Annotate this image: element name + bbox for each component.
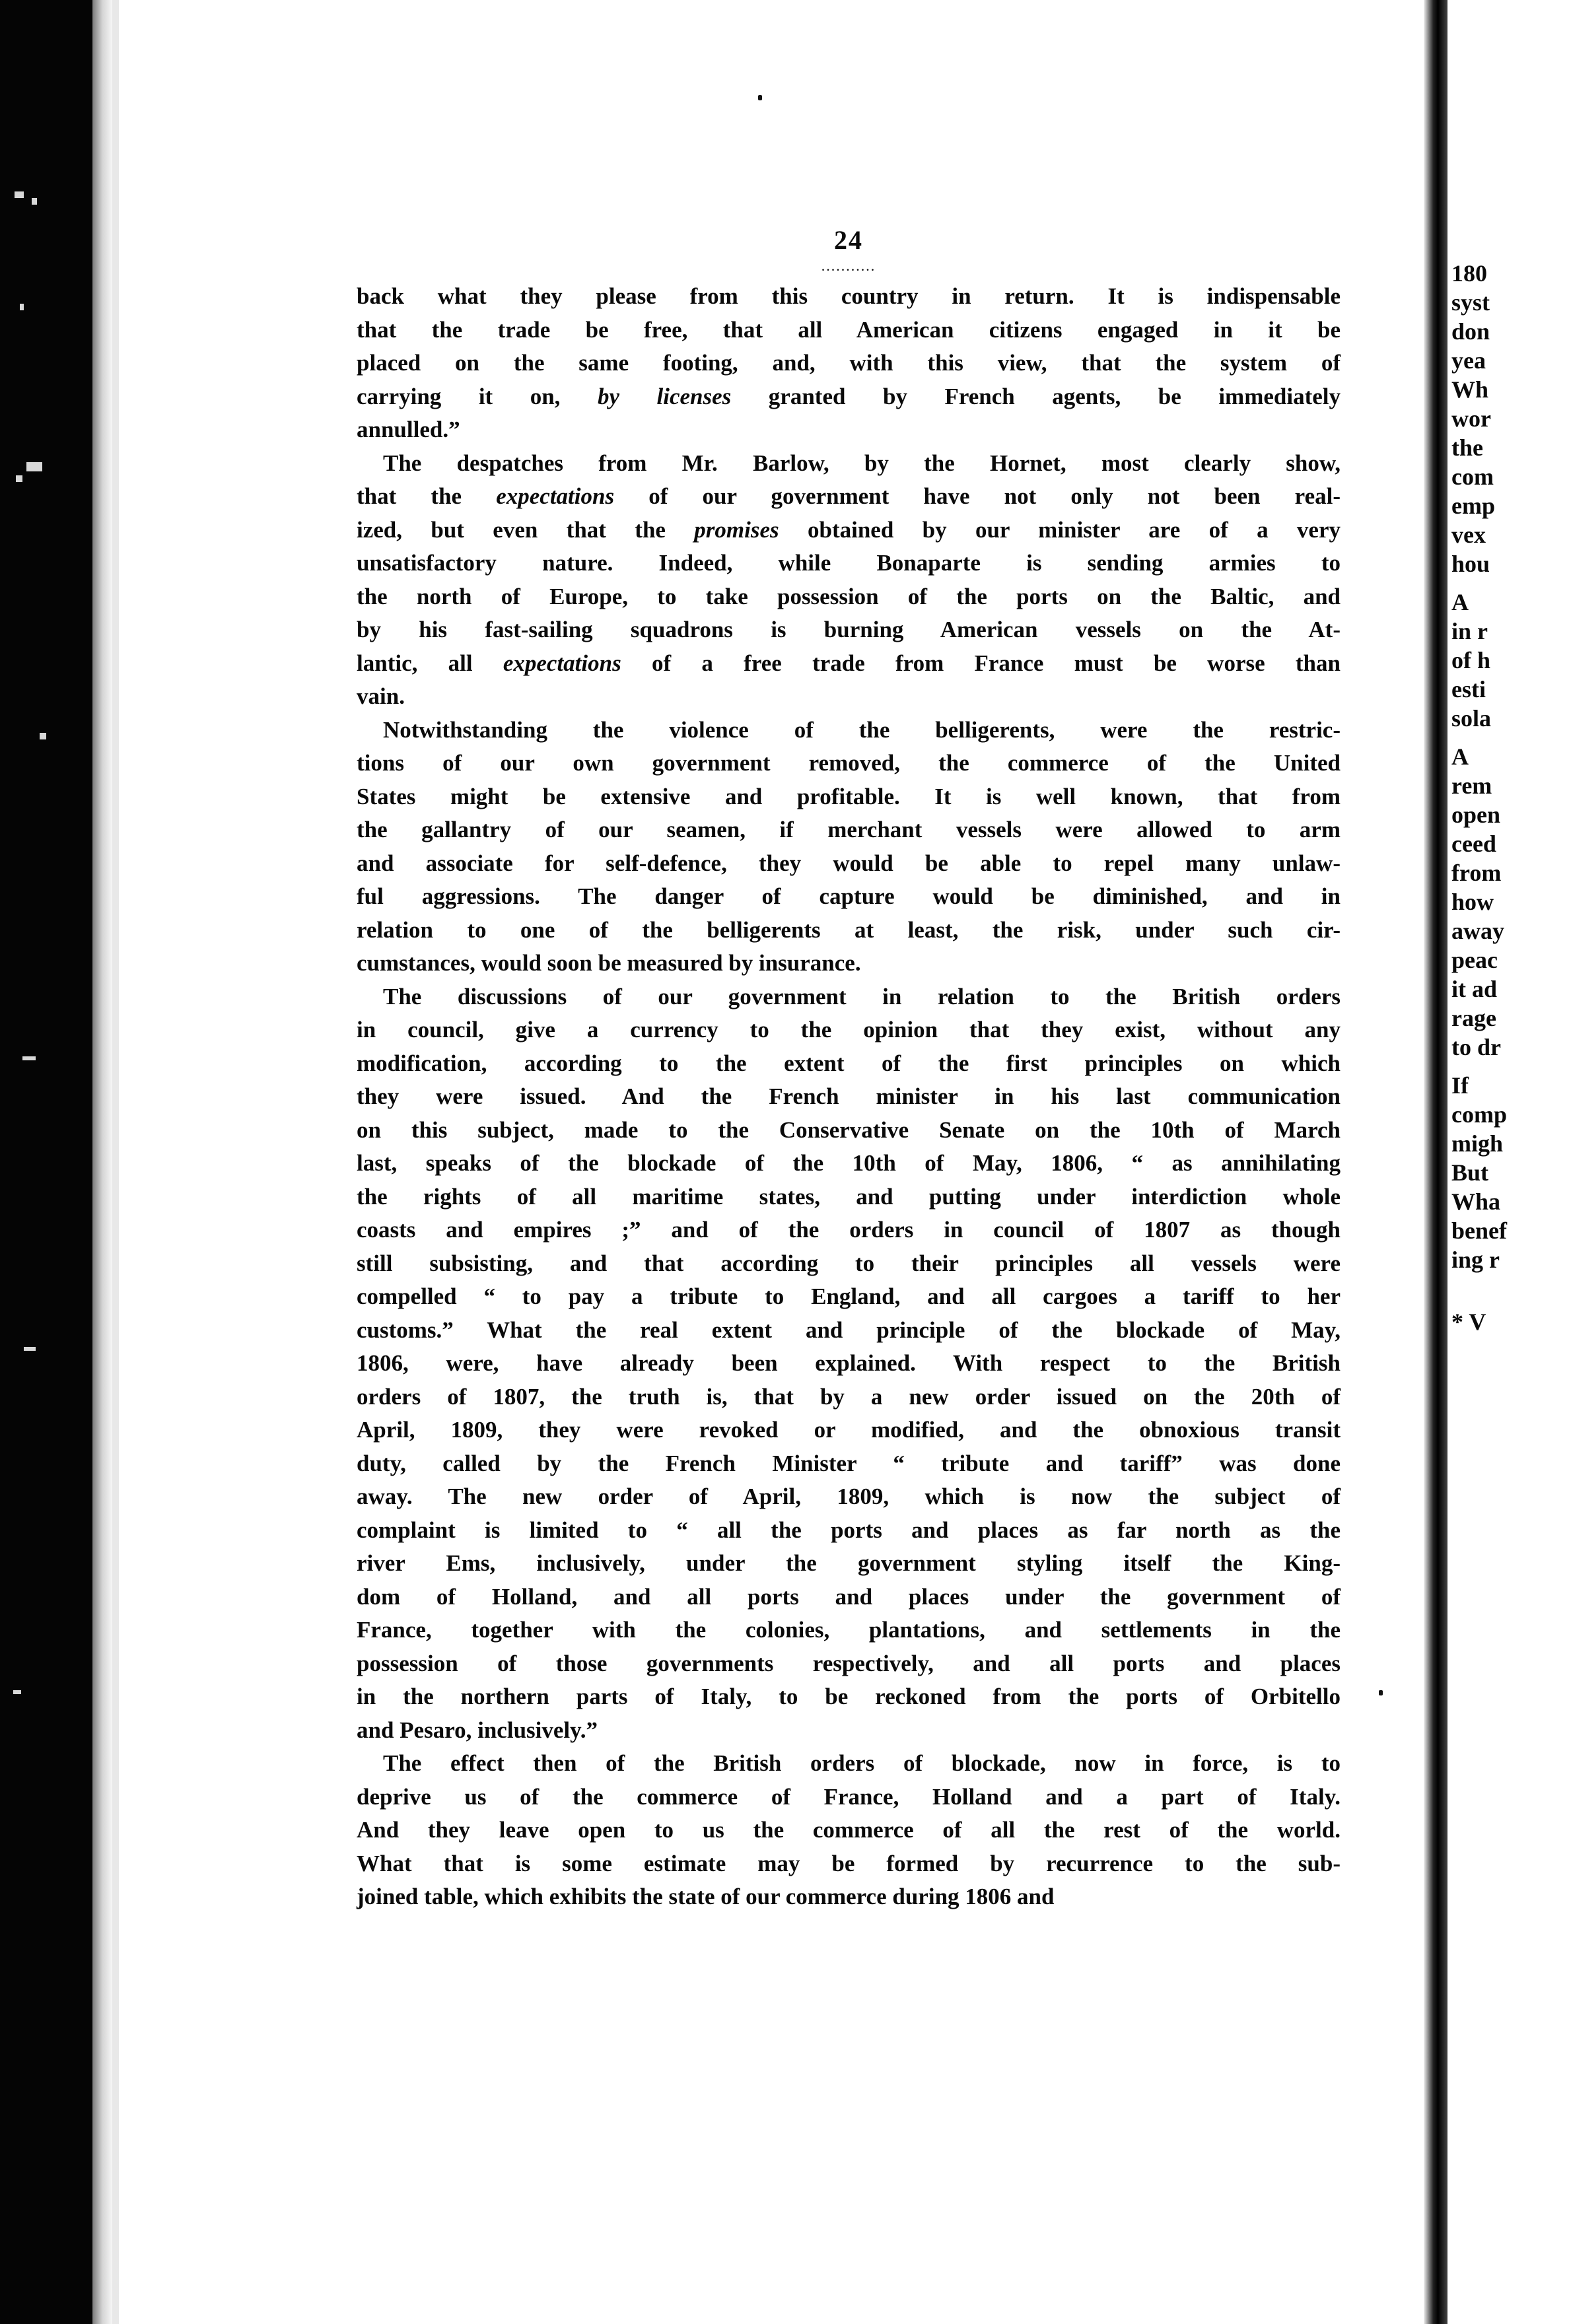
scan-gutter [92, 0, 112, 2324]
facing-page-fragment: If [1451, 1072, 1469, 1099]
text-line: annulled.” [357, 417, 460, 442]
paragraph [357, 447, 1341, 714]
facing-page-fragment: emp [1451, 493, 1495, 519]
text-line: the gallantry of our seamen, if merchant vessels were allowed to arm [357, 817, 1341, 842]
facing-page-fragment: Wha [1451, 1188, 1501, 1215]
book-spine [1424, 0, 1447, 2324]
facing-page-fragment: it ad [1451, 976, 1498, 1002]
facing-page-fragment: yea [1451, 347, 1486, 374]
facing-page-fragment: benef [1451, 1217, 1507, 1244]
text-line: the north of Europe, to take possession of the ports on the Baltic, and [357, 583, 1341, 609]
text-line: orders of 1807, the truth is, that by a new order issued on the 20th of [357, 1383, 1341, 1410]
facing-page-fragment: peac [1451, 947, 1498, 973]
facing-page-fragment: the [1451, 434, 1483, 461]
text-line: by his fast-sailing squadrons is burning American vessels on the At- [357, 617, 1341, 642]
facing-page-fragment: ceed [1451, 831, 1496, 857]
page-number: 24 [834, 225, 863, 255]
stray-mark [1379, 1690, 1383, 1695]
text-line: What that is some estimate may be formed by recurrence to the sub- [357, 1850, 1341, 1876]
facing-page-fragment: But [1451, 1159, 1489, 1186]
text-line: dom of Holland, and all ports and places under the government of [357, 1583, 1341, 1610]
text-line: vain. [357, 683, 405, 709]
facing-page-fragment: migh [1451, 1130, 1504, 1157]
text-line: The discussions of our government in relation to the British orders [383, 983, 1341, 1009]
facing-page-fragment: 180 [1451, 260, 1487, 287]
header-ornament: ........... [821, 257, 876, 274]
text-line: France, together with the colonies, plantations, and settlements in the [357, 1617, 1341, 1643]
paragraph [357, 980, 1341, 1748]
paragraph [357, 714, 1341, 980]
text-line: joined table, which exhibits the state of our commerce during 1806 and [357, 1884, 1055, 1909]
text-line: duty, called by the French Minister “ tribute and tariff” was done [357, 1450, 1341, 1476]
text-line: in council, give a currency to the opinion that they exist, without any [357, 1017, 1341, 1042]
text-line: placed on the same footing, and, with this view, that the system of [357, 350, 1341, 376]
facing-page-fragment: open [1451, 802, 1501, 828]
text-line: coasts and empires ;” and of the orders in council of 1807 as though [357, 1217, 1341, 1243]
facing-page-fragment: don [1451, 318, 1490, 345]
facing-page-fragment: comp [1451, 1101, 1507, 1128]
text-line: the rights of all maritime states, and putting under interdiction whole [357, 1183, 1341, 1210]
text-line: 1806, were, have already been explained. With respect to the British [357, 1350, 1341, 1376]
facing-page-fragment: A [1451, 589, 1469, 615]
text-line: ized, but even that the promises obtained by our minister are of a very [357, 516, 1341, 543]
paragraph [357, 1747, 1341, 1914]
text-line: last, speaks of the blockade of the 10th of May, 1806, “ as annihilating [357, 1150, 1341, 1176]
facing-page-fragment: wor [1451, 405, 1491, 432]
facing-page-fragment: com [1451, 463, 1494, 490]
paragraph [357, 280, 1341, 447]
text-line: compelled “ to pay a tribute to England, and all cargoes a tariff to her [357, 1283, 1341, 1309]
text-line: And they leave open to us the commerce of all the rest of the world. [357, 1817, 1341, 1843]
text-line: in the northern parts of Italy, to be reckoned from the ports of Orbitello [357, 1684, 1341, 1709]
text-line: modification, according to the extent of the first principles on which [357, 1050, 1341, 1076]
text-line: tions of our own government removed, the commerce of the United [357, 750, 1341, 776]
facing-page-fragment: ing r [1451, 1247, 1500, 1273]
stray-mark [758, 95, 762, 100]
text-line: back what they please from this country in return. It is indispensable [357, 283, 1341, 309]
facing-page [1447, 0, 1569, 2324]
facing-page-fragment: syst [1451, 289, 1490, 316]
facing-page-fragment: to dr [1451, 1034, 1501, 1060]
text-line: unsatisfactory nature. Indeed, while Bonaparte is sending armies to [357, 550, 1341, 576]
facing-page-fragment: rage [1451, 1005, 1496, 1031]
text-line: away. The new order of April, 1809, which is now the subject of [357, 1484, 1341, 1509]
text-line: The effect then of the British orders of blockade, now in force, is to [383, 1750, 1341, 1776]
text-line: April, 1809, they were revoked or modified, and the obnoxious transit [357, 1417, 1341, 1443]
text-line: that the expectations of our government have not only not been real- [357, 483, 1341, 509]
text-line: cumstances, would soon be measured by insurance. [357, 950, 861, 976]
page-edge [112, 0, 119, 2324]
facing-page-fragment: A [1451, 743, 1469, 770]
text-line: States might be extensive and profitable. It is well known, that from [357, 783, 1341, 809]
facing-page-fragment: vex [1451, 522, 1486, 548]
facing-page-fragment: * V [1451, 1309, 1486, 1335]
text-line: carrying it on, by licenses granted by French agents, be immediately [357, 383, 1341, 409]
facing-page-fragment: Wh [1451, 376, 1489, 403]
text-line: customs.” What the real extent and principle of the blockade of May, [357, 1316, 1341, 1343]
text-line: ful aggressions. The danger of capture would be diminished, and in [357, 883, 1341, 909]
facing-page-fragment: esti [1451, 676, 1486, 702]
text-line: lantic, all expectations of a free trade from France must be worse than [357, 650, 1341, 676]
facing-page-fragment: rem [1451, 772, 1492, 799]
document-page [357, 224, 1341, 1914]
facing-page-fragment: away [1451, 918, 1504, 944]
body-text [357, 280, 1341, 1914]
text-line: relation to one of the belligerents at least, the risk, under such cir- [357, 916, 1341, 943]
text-line: and Pesaro, inclusively.” [357, 1717, 598, 1743]
scan-margin [0, 0, 92, 2324]
text-line: The despatches from Mr. Barlow, by the Hornet, most clearly show, [383, 450, 1341, 476]
facing-page-fragment: sola [1451, 705, 1492, 732]
text-line: Notwithstanding the violence of the belligerents, were the restric- [383, 716, 1341, 743]
text-line: possession of those governments respectively, and all ports and places [357, 1650, 1341, 1676]
text-line: on this subject, made to the Conservative Senate on the 10th of March [357, 1116, 1341, 1143]
text-line: complaint is limited to “ all the ports and places as far north as the [357, 1517, 1341, 1543]
facing-page-fragment: hou [1451, 551, 1490, 577]
text-line: they were issued. And the French minister in his last communication [357, 1083, 1341, 1109]
facing-page-fragment: from [1451, 860, 1502, 886]
text-line: still subsisting, and that according to their principles all vessels were [357, 1250, 1341, 1276]
facing-page-fragment: of h [1451, 647, 1491, 673]
facing-page-fragment: how [1451, 889, 1494, 915]
text-line: and associate for self-defence, they would be able to repel many unlaw- [357, 850, 1341, 876]
facing-page-fragment: in r [1451, 618, 1488, 644]
text-line: deprive us of the commerce of France, Holland and a part of Italy. [357, 1783, 1341, 1810]
text-line: that the trade be free, that all American citizens engaged in it be [357, 316, 1341, 343]
text-line: river Ems, inclusively, under the government styling itself the King- [357, 1550, 1341, 1576]
